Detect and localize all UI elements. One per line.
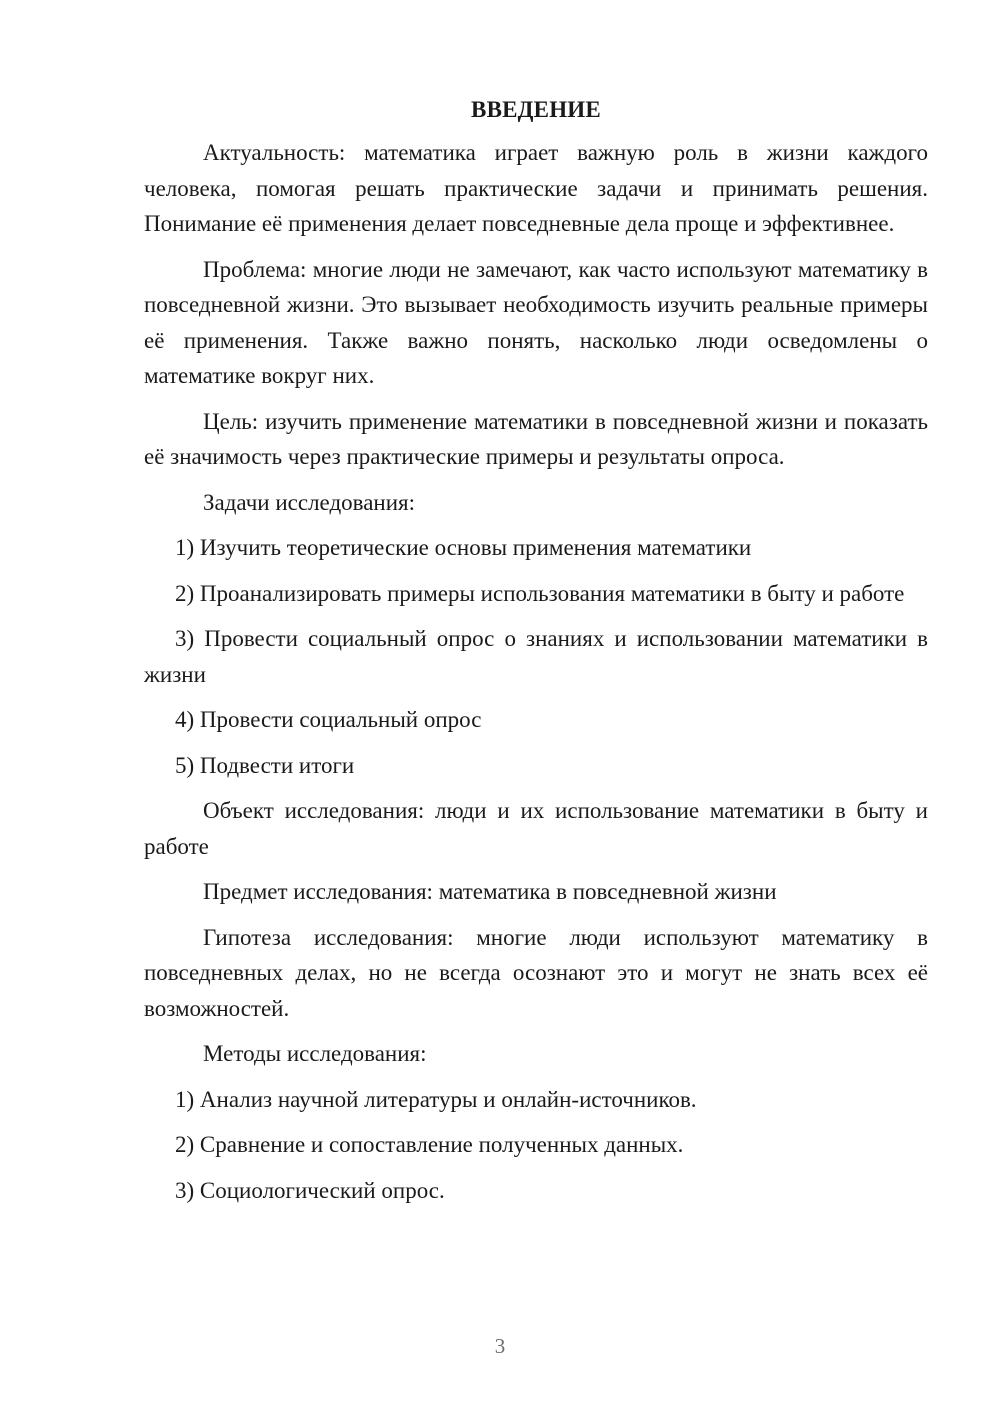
goal-paragraph: Цель: изучить применение математики в повседневной жизни и показать её значимость через практические примеры и результаты опроса.	[144, 408, 928, 469]
methods-heading: Методы исследования:	[203, 1041, 427, 1066]
method-item: 3) Социологический опрос.	[175, 1177, 445, 1203]
task-item: 3) Провести социальный опрос о знаниях и использовании математики в жизни	[144, 626, 928, 687]
tasks-heading: Задачи исследования:	[203, 489, 416, 515]
problem-paragraph: Проблема: многие люди не замечают, как часто используют математику в повседневной жизни. Это вызывает необходимость изучить реальные примеры её применения. Также важно понять, насколько люди осведомлены о математике вокруг них.	[144, 256, 928, 388]
hypothesis-paragraph: Гипотеза исследования: многие люди используют математику в повседневных делах, но не всегда осознают это и могут не знать всех её возможностей.	[144, 924, 928, 1021]
task-item: 2) Проанализировать примеры использования математики в быту и работе	[175, 580, 905, 606]
document-page	[144, 90, 928, 1218]
page-number: 3	[494, 1334, 506, 1358]
subject-paragraph: Предмет исследования: математика в повседневной жизни	[203, 879, 777, 904]
section-title: ВВЕДЕНИЕ	[471, 97, 601, 122]
method-item: 2) Сравнение и сопоставление полученных данных.	[175, 1132, 684, 1157]
task-item: 5) Подвести итоги	[175, 752, 355, 778]
task-item: 4) Провести социальный опрос	[175, 707, 482, 732]
task-item: 1) Изучить теоретические основы применения математики	[175, 535, 752, 560]
relevance-paragraph: Актуальность: математика играет важную роль в жизни каждого человека, помогая решать практические задачи и принимать решения. Понимание её применения делает повседневные дела проще и эффективнее.	[144, 140, 928, 236]
method-item: 1) Анализ научной литературы и онлайн-источников.	[175, 1086, 697, 1112]
object-paragraph: Объект исследования: люди и их использование математики в быту и работе	[144, 798, 928, 859]
